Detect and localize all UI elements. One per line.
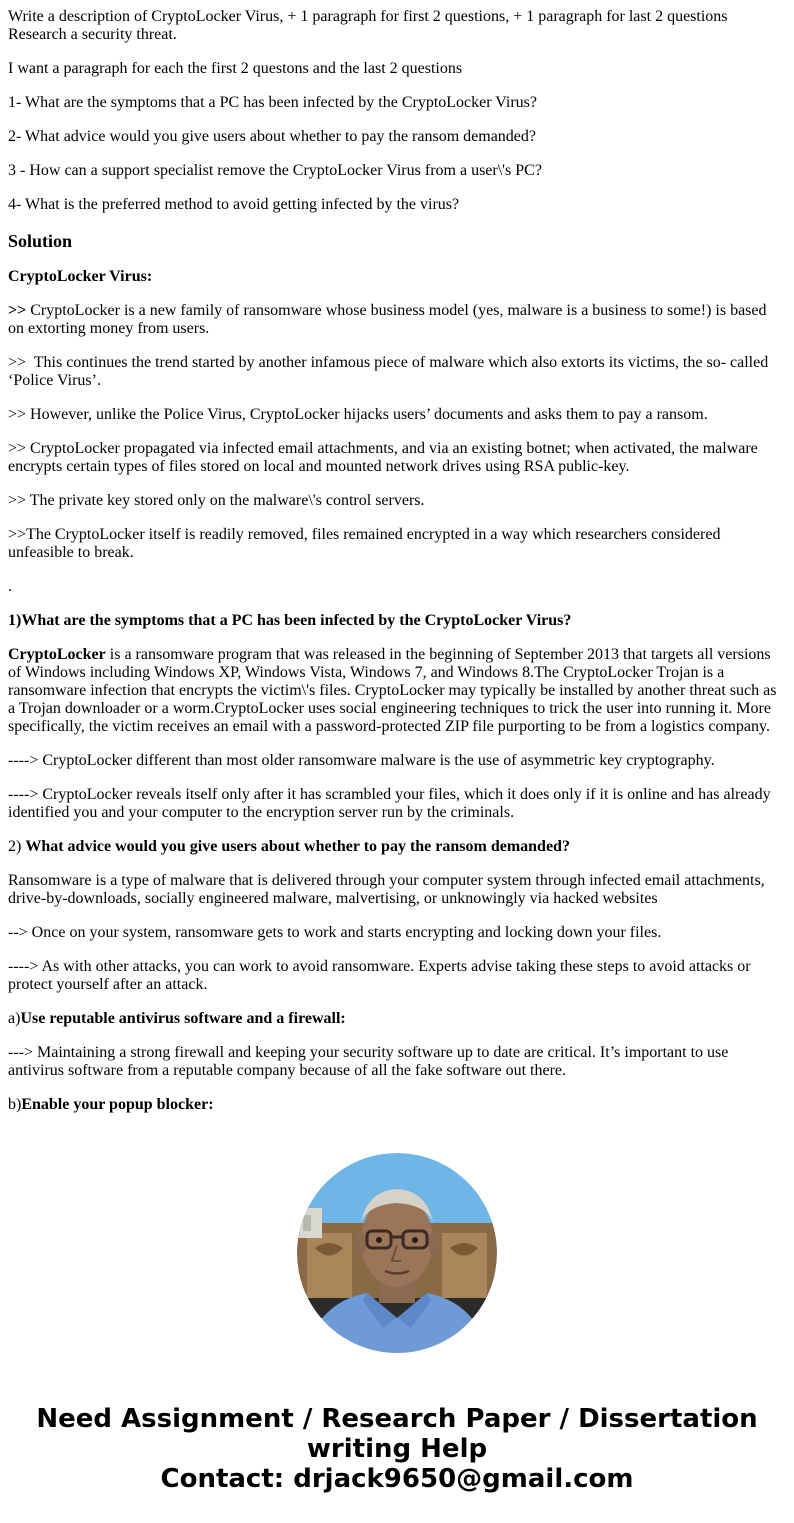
tip-b-heading (8, 1096, 786, 1114)
bullet-prefix: >> (8, 492, 27, 509)
tip-a-text: ---> Maintaining a strong firewall and keeping your security software up to date are critical. It’s important to use antivirus software from a reputable company because of all the fake software out there. (8, 1044, 729, 1079)
answer-1-heading-text: 1)What are the symptoms that a PC has been infected by the CryptoLocker Virus? (8, 612, 572, 629)
avatar (297, 1153, 497, 1353)
answer-2-heading-text: What advice would you give users about whether to pay the ransom demanded? (25, 838, 570, 855)
answer-1-heading (8, 612, 786, 630)
question-4: 4- What is the preferred method to avoid getting infected by the virus? (8, 196, 460, 213)
bullet-text: The CryptoLocker itself is readily removed, files remained encrypted in a way which researchers considered unfeasible to break. (8, 526, 721, 561)
answer-1-paragraph (8, 646, 786, 736)
answer-2-point-1: --> Once on your system, ransomware gets to work and starts encrypting and locking down your files. (8, 924, 662, 941)
tip-a-heading-text: Use reputable antivirus software and a firewall: (20, 1010, 346, 1027)
bullet-text: The private key stored only on the malware\'s control servers. (26, 492, 425, 509)
solution-heading: Solution (8, 231, 73, 251)
document-body (8, 8, 786, 1130)
bullet-text: However, unlike the Police Virus, CryptoLocker hijacks users’ documents and asks them to pay a ransom. (26, 406, 708, 423)
virus-heading-text: CryptoLocker Virus: (8, 268, 153, 285)
avatar-portrait-icon (297, 1153, 497, 1353)
question-intro (8, 8, 786, 44)
tip-b-prefix: b) (8, 1096, 22, 1113)
bullet-prefix: >> (8, 354, 27, 371)
footer-line-1: Need Assignment / Research Paper / Dissertation (36, 1404, 758, 1434)
answer-2-heading (8, 838, 786, 856)
bullet-2 (8, 354, 786, 390)
bullet-prefix: >> (8, 406, 27, 423)
virus-heading (8, 268, 786, 286)
bullet-4 (8, 440, 786, 476)
question-2: 2- What advice would you give users about whether to pay the ransom demanded? (8, 128, 536, 145)
bullet-prefix: >> (8, 526, 27, 543)
intro-line-2: Research a security threat. (8, 26, 177, 43)
footer-line-2: writing Help (306, 1434, 488, 1464)
question-request: I want a paragraph for each the first 2 questons and the last 2 questions (8, 60, 463, 77)
question-1: 1- What are the symptoms that a PC has been infected by the CryptoLocker Virus? (8, 94, 537, 111)
intro-line-1: Write a description of CryptoLocker Virus, + 1 paragraph for first 2 questions, + 1 paragraph for last 2 questions (8, 8, 728, 25)
tip-a-prefix: a) (8, 1010, 21, 1027)
footer-contact: Contact: drjack9650@gmail.com (160, 1464, 634, 1494)
answer-1-text: is a ransomware program that was released in the beginning of September 2013 that targets all versions of Windows including Windows XP, Windows Vista, Windows 7, and Windows 8.The CryptoLocker Trojan is a ransomware infection that encrypts the victim\'s files. CryptoLocker may typically be installed by another threat such as a Trojan downloader or a worm.CryptoLocker uses social engineering techniques to trick the user into running it. More specifically, the victim receives an email with a password-protected ZIP file purporting to be from a logistics company. (8, 646, 777, 735)
tip-b-heading-text: Enable your popup blocker: (21, 1096, 214, 1113)
answer-1-point-2: ----> CryptoLocker reveals itself only after it has scrambled your files, which it does only if it is online and has already identified you and your computer to the encryption server run by the criminals. (8, 786, 771, 821)
tip-a-heading (8, 1010, 786, 1028)
separator-dot: . (8, 578, 12, 595)
bullet-prefix: >> (8, 302, 27, 319)
answer-1-point-1: ----> CryptoLocker different than most older ransomware malware is the use of asymmetric key cryptography. (8, 752, 715, 769)
bullet-1 (8, 302, 786, 338)
bullet-text: CryptoLocker is a new family of ransomware whose business model (yes, malware is a business to some!) is based on extorting money from users. (8, 302, 767, 337)
bullet-5 (8, 492, 786, 510)
answer-2-prefix: 2) (8, 838, 26, 855)
bullet-text: CryptoLocker propagated via infected email attachments, and via an existing botnet; when activated, the malware encrypts certain types of files stored on local and mounted network drives using RSA public-key. (8, 440, 758, 475)
question-3: 3 - How can a support specialist remove the CryptoLocker Virus from a user\'s PC? (8, 162, 542, 179)
footer-advertisement (0, 1404, 794, 1494)
bullet-prefix: >> (8, 440, 27, 457)
answer-1-bold-term: CryptoLocker (8, 646, 106, 663)
bullet-6 (8, 526, 786, 562)
bullet-text: This continues the trend started by another infamous piece of malware which also extorts its victims, the so- called ‘Police Virus’. (8, 354, 769, 389)
answer-2-point-2: ----> As with other attacks, you can work to avoid ransomware. Experts advise taking these steps to avoid attacks or protect yourself after an attack. (8, 958, 751, 993)
bullet-3 (8, 406, 786, 424)
answer-2-paragraph: Ransomware is a type of malware that is delivered through your computer system through infected email attachments, drive-by-downloads, socially engineered malware, malvertising, or unknowingly via hacked websites (8, 872, 765, 907)
